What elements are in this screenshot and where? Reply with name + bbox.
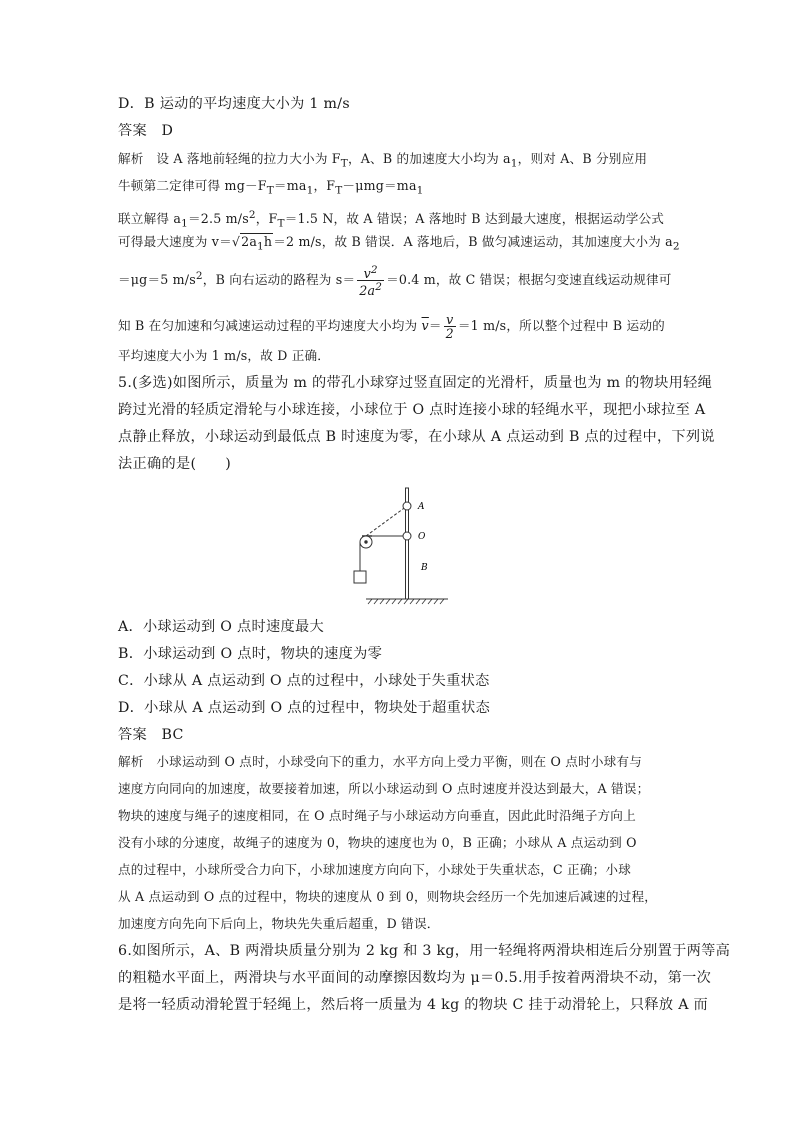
q5-analysis-2: 速度方向同向的加速度，故要接着加速，所以小球运动到 O 点时速度并没达到最大，A 错误； xyxy=(118,781,650,796)
q5-stem-4: 法正确的是( ) xyxy=(118,456,232,472)
pulley-diagram xyxy=(344,484,450,606)
q5-stem-1: 5.(多选)如图所示，质量为 m 的带孔小球穿过竖直固定的光滑杆，质量也为 m 的物块用轻绳 xyxy=(118,375,713,391)
q5-answer: 答案 BC xyxy=(118,727,184,743)
q5-stem-3: 点静止释放，小球运动到最低点 B 时速度为零，在小球从 A 点运动到 B 点的过程中，下列说 xyxy=(118,429,715,445)
label-b: B xyxy=(421,563,428,573)
answer-label: 答案 D xyxy=(118,123,174,139)
q5-analysis-4: 没有小球的分速度，故绳子的速度为 0，物块的速度也为 0，B 正确；小球从 A 点运动到 O xyxy=(118,835,637,850)
q5-analysis-3: 物块的速度与绳子的速度相同，在 O 点时绳子与小球运动方向垂直，因此此时沿绳子方向上 xyxy=(118,808,636,823)
fraction: $\frac{v}{2}$ xyxy=(445,312,454,341)
label-o: O xyxy=(418,532,426,542)
q5-option-d: D．小球从 A 点运动到 O 点的过程中，物块处于超重状态 xyxy=(118,700,491,716)
option-d: D．B 运动的平均速度大小为 1 m/s xyxy=(118,96,350,112)
rope-dashed-to-a xyxy=(366,506,407,536)
q5-option-c: C．小球从 A 点运动到 O 点的过程中，小球处于失重状态 xyxy=(118,673,490,689)
q5-analysis-1: 解析 小球运动到 O 点时，小球受向下的重力，水平方向上受力平衡，则在 O 点时小球有与 xyxy=(118,754,643,769)
analysis-line-1: 解析 设 A 落地前轻绳的拉力大小为 $F_T$，A、B 的加速度大小均为 $a_1$，则对 A、B 分别应用 xyxy=(118,151,648,170)
label-a: A xyxy=(418,502,425,512)
ball-at-a xyxy=(403,502,411,510)
pulley-axle xyxy=(365,541,367,543)
analysis-line-2: 牛顿第二定律可得 $mg-F_T=ma_1$，$F_T-\mu mg=ma_1$ xyxy=(118,178,424,197)
analysis-line-3: 联立解得 $a_1=2.5$ $m/s^2$，$F_T=1.5$ N，故 A 错误；A 落地时 B 达到最大速度，根据运动学公式 xyxy=(118,209,665,230)
q5-analysis-6: 从 A 点运动到 O 点的过程中，物块的速度从 0 到 0，则物块会经历一个先加速后减速的过程， xyxy=(118,889,658,904)
analysis-line-7: 平均速度大小为 1 m/s，故 D 正确． xyxy=(118,348,331,363)
q5-option-b: B．小球运动到 O 点时，物块的速度为零 xyxy=(118,646,383,662)
q5-option-a: A．小球运动到 O 点时速度最大 xyxy=(118,619,324,635)
ball-at-o xyxy=(403,532,411,540)
q5-stem-2: 跨过光滑的轻质定滑轮与小球连接，小球位于 O 点时连接小球的轻绳水平，现把小球拉至 A xyxy=(118,402,706,418)
analysis-line-5: ＝μg＝5 $m/s^2$，B 向右运动的路程为 s＝ $\frac{v^2}{2a^2}$ ＝0.4 m，故 C 错误；根据匀变速直线运动规律可 xyxy=(118,264,672,299)
analysis-line-4: 可得最大速度为 $v=√2a_1h=2$ m/s，故 B 错误．A 落地后，B 做匀减速运动，其加速度大小为 $a_2$ xyxy=(118,234,680,253)
analysis-line-6: 知 B 在匀加速和匀减速运动过程的平均速度大小均为 $\overline{v}=$ $\frac{v}{2}$ ＝1 m/s，所以整个过程中 B 运动的 xyxy=(118,312,665,341)
q5-analysis-5: 点的过程中，小球所受合力向下，小球加速度方向向下，小球处于失重状态，C 正确；小球 xyxy=(118,862,631,877)
ground-hatching xyxy=(368,599,444,604)
q6-stem-1: 6.如图所示，A、B 两滑块质量分别为 2 kg 和 3 kg，用一轻绳将两滑块相连后分别置于两等高 xyxy=(118,943,731,959)
q5-analysis-7: 加速度方向先向下后向上，物块先失重后超重，D 错误． xyxy=(118,916,440,931)
q6-stem-2: 的粗糙水平面上，两滑块与水平面间的动摩擦因数均为 μ＝0.5.用手按着两滑块不动，第一次 xyxy=(118,970,712,986)
block xyxy=(354,571,366,583)
fraction: $\frac{v^2}{2a^2}$ xyxy=(359,264,383,299)
q6-stem-3: 是将一轻质动滑轮置于轻绳上，然后将一质量为 4 kg 的物块 C 挂于动滑轮上，只释放 A 而 xyxy=(118,997,709,1013)
